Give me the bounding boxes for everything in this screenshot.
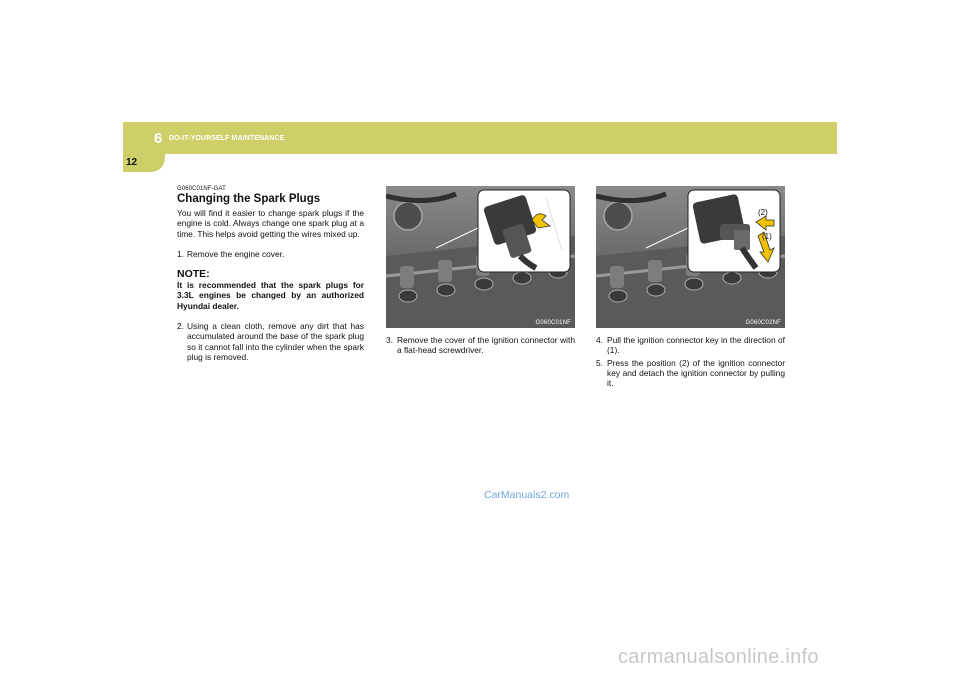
step-1 (177, 249, 364, 259)
step-4-number: 4. (596, 335, 603, 345)
step-5 (596, 358, 785, 389)
intro-paragraph: You will find it easier to change spark plugs if the engine is cold. Always change one spark plug at a time. This helps avoid getting the wires mixed up. (177, 208, 364, 239)
step-5-number: 5. (596, 357, 603, 368)
watermark-link[interactable]: CarManuals2.com (484, 489, 570, 501)
step-3 (386, 335, 575, 356)
page-number: 12 (126, 157, 138, 168)
note-body: It is recommended that the spark plugs for 3.3L engines be changed by an authorized Hyundai dealer. (177, 280, 364, 311)
step-2-number: 2. (177, 321, 184, 332)
step-3-number: 3. (386, 335, 393, 345)
main-text-column (177, 185, 364, 364)
step-3-text: Remove the cover of the ignition connector with a flat-head screwdriver. (397, 335, 575, 356)
step-4 (596, 335, 785, 356)
step-2 (177, 321, 364, 362)
section-title: Changing the Spark Plugs (177, 193, 321, 205)
step-1-text: Remove the engine cover. (187, 248, 285, 259)
figure-code-right: G060C02NF (745, 320, 781, 326)
caption-left (386, 335, 575, 358)
step-4-text: Pull the ignition connector key in the direction of (1). (607, 335, 785, 356)
chapter-number: 6 (154, 130, 163, 147)
step-1-number: 1. (177, 248, 184, 259)
watermark-footer: carmanualsonline.info (618, 646, 819, 668)
engine-illustration-left (386, 186, 575, 328)
engine-illustration-right (596, 186, 785, 328)
figure-code-left: G060C01NF (535, 320, 571, 326)
caption-right (596, 335, 785, 390)
step-5-text: Press the position (2) of the ignition connector key and detach the ignition connector by pulling it. (607, 357, 785, 389)
chapter-title: DO-IT-YOURSELF MAINTENANCE (169, 135, 285, 142)
note-heading: NOTE: (177, 268, 210, 281)
callout-label-2: (2) (758, 208, 768, 217)
figure-detach-connector (596, 186, 785, 328)
section-code: G060C01NF-GAT (177, 186, 226, 192)
figure-remove-connector-cover (386, 186, 575, 328)
callout-label-1: (1) (762, 232, 772, 241)
step-2-text: Using a clean cloth, remove any dirt that has accumulated around the base of the spark plug so it cannot fall into the cylinder when the spark plug is removed. (187, 321, 364, 362)
